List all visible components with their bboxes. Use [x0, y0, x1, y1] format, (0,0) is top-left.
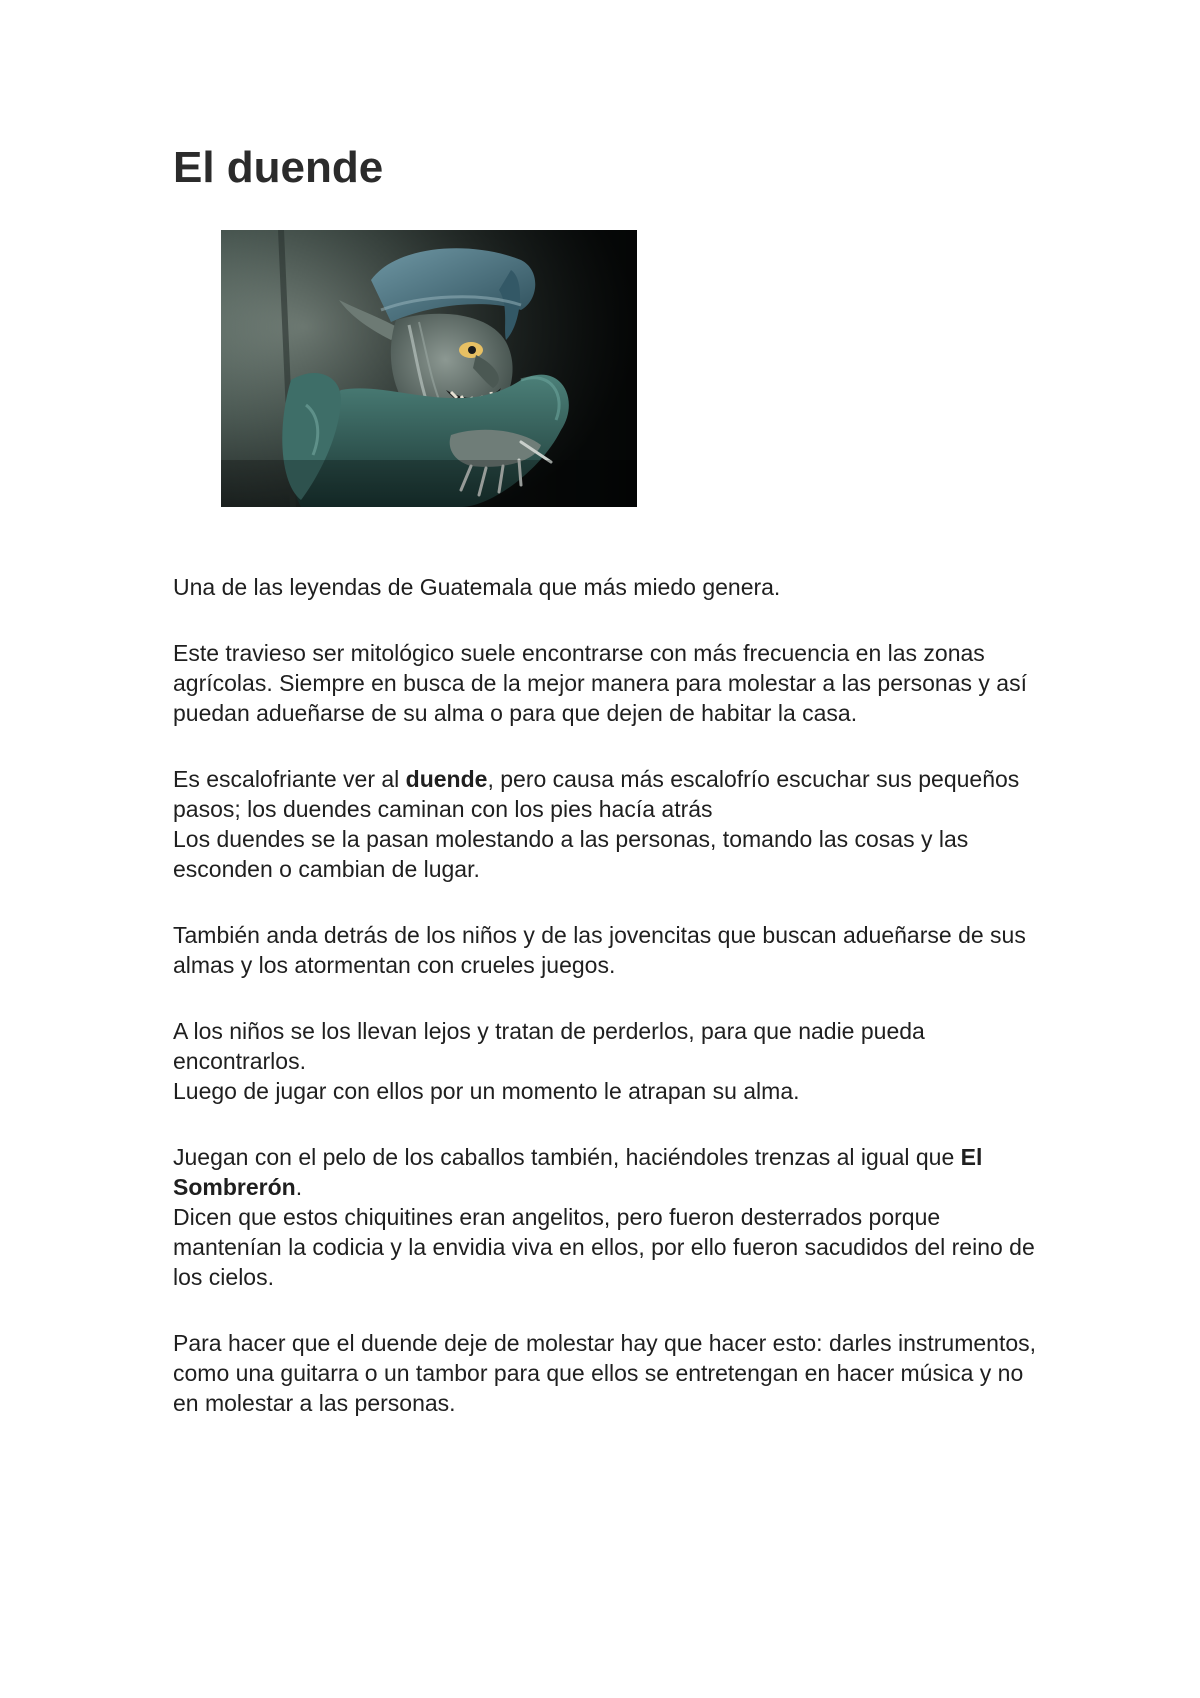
paragraph-line — [173, 572, 1053, 602]
paragraph-line — [173, 824, 1053, 884]
paragraph — [173, 572, 1053, 602]
paragraph — [173, 638, 1053, 728]
bold-text: duende — [405, 766, 488, 792]
paragraph — [173, 1016, 1053, 1106]
text-run: . — [295, 1174, 303, 1200]
text-run: , pero causa más escalofrío escuchar sus pequeños pasos; los duendes caminan con los pies hacía atrás — [173, 766, 1020, 822]
paragraph-line — [173, 1016, 1053, 1076]
text-run: Juegan con el pelo de los caballos también, haciéndoles trenzas al igual que — [173, 1144, 961, 1170]
text-run: También anda detrás de los niños y de las jovencitas que buscan adueñarse de sus almas y los atormentan con crueles juegos. — [173, 922, 1026, 978]
text-run: Los duendes se la pasan molestando a las personas, tomando las cosas y las esconden o cambian de lugar. — [173, 826, 969, 882]
paragraph-line — [173, 1142, 1053, 1202]
paragraph-line — [173, 920, 1053, 980]
text-run: Una de las leyendas de Guatemala que más miedo genera. — [173, 574, 781, 600]
goblin-illustration — [221, 230, 637, 507]
text-run: Dicen que estos chiquitines eran angelitos, pero fueron desterrados porque mantenían la codicia y la envidia viva en ellos, por ello fueron sacudidos del reino de los cielos. — [173, 1204, 1035, 1290]
paragraph-line — [173, 1328, 1053, 1418]
paragraph-line — [173, 1076, 1053, 1106]
text-run: Para hacer que el duende deje de molestar hay que hacer esto: darles instrumentos, como una guitarra o un tambor para que ellos se entretengan en hacer música y no en molestar a las personas. — [173, 1330, 1037, 1416]
text-run: A los niños se los llevan lejos y tratan de perderlos, para que nadie pueda encontrarlos. — [173, 1018, 925, 1074]
paragraph-line — [173, 1202, 1053, 1292]
paragraph-line — [173, 764, 1053, 824]
text-run: Este travieso ser mitológico suele encontrarse con más frecuencia en las zonas agrícolas. Siempre en busca de la mejor manera para molestar a las personas y así puedan adueñarse de su alma o para que dejen de habitar la casa. — [173, 640, 1027, 726]
document-body — [173, 572, 1053, 1454]
paragraph — [173, 764, 1053, 884]
paragraph — [173, 1142, 1053, 1292]
paragraph — [173, 1328, 1053, 1418]
paragraph-line — [173, 638, 1053, 728]
document-title: El duende — [173, 143, 384, 192]
text-run: Luego de jugar con ellos por un momento le atrapan su alma. — [173, 1078, 800, 1104]
goblin-illustration-icon — [221, 230, 637, 507]
paragraph — [173, 920, 1053, 980]
text-run: Es escalofriante ver al — [173, 766, 406, 792]
bold-text: El Sombrerón — [173, 1144, 983, 1200]
